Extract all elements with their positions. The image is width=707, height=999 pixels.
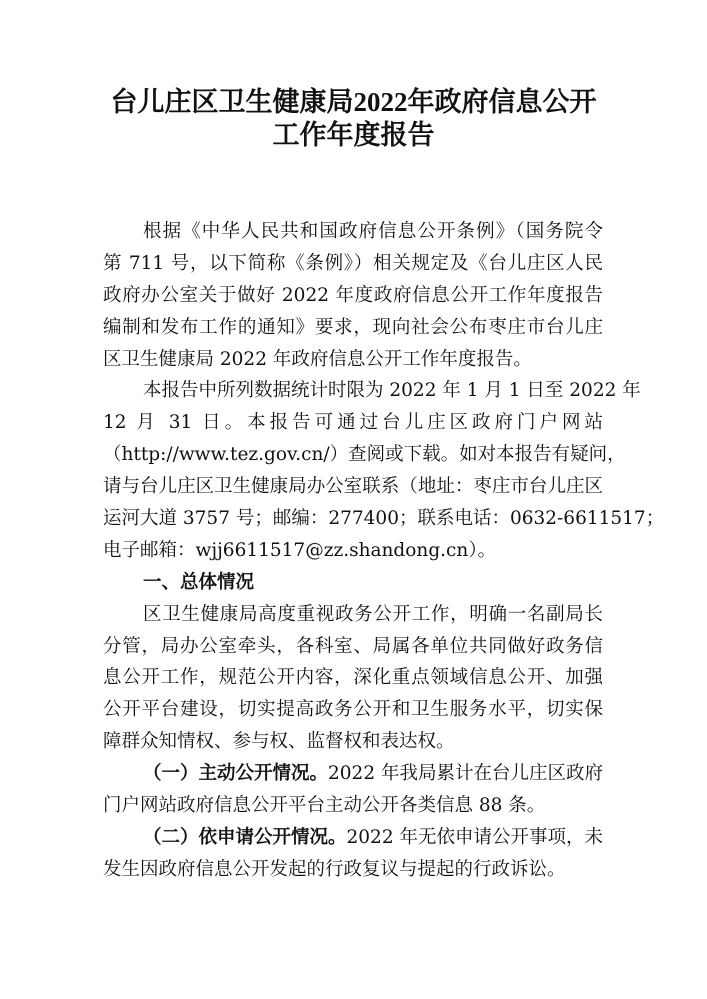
text-line: 本报告中所列数据统计时限为 2022 年 1 月 1 日至 2022 年 bbox=[143, 380, 641, 402]
text-line: 12 月 31 日。本报告可通过台儿庄区政府门户网站 bbox=[103, 412, 603, 434]
text-line: 政府办公室关于做好 2022 年度政府信息公开工作年度报告 bbox=[103, 284, 603, 306]
section-heading bbox=[103, 567, 603, 599]
text-line: 障群众知情权、参与权、监督权和表达权。 bbox=[103, 731, 455, 753]
text-line: 区卫生健康局 2022 年政府信息公开工作年度报告。 bbox=[103, 348, 532, 370]
text-line: 一、总体情况 bbox=[143, 571, 255, 593]
text-line bbox=[103, 758, 603, 790]
subsection-paragraph bbox=[103, 758, 603, 822]
text-line: 请与台儿庄区卫生健康局办公室联系（地址：枣庄市台儿庄区 bbox=[103, 476, 603, 498]
subsection-text: 2022 年我局累计在台儿庄区政府 bbox=[328, 763, 603, 785]
text-line: 门户网站政府信息公开平台主动公开各类信息 88 条。 bbox=[103, 795, 546, 817]
text-line: 公开平台建设，切实提高政务公开和卫生服务水平，切实保 bbox=[103, 699, 603, 721]
paragraph bbox=[103, 599, 603, 758]
text-line: 电子邮箱：wjj6611517@zz.shandong.cn）。 bbox=[103, 539, 497, 561]
text-line: （http://www.tez.gov.cn/）查阅或下载。如对本报告有疑问， bbox=[103, 444, 626, 466]
subsection-heading: （二）依申请公开情况。 bbox=[143, 826, 347, 848]
text-line: 分管，局办公室牵头，各科室、局属各单位共同做好政务信 bbox=[103, 635, 603, 657]
text-line: 编制和发布工作的通知》要求，现向社会公布枣庄市台儿庄 bbox=[103, 316, 603, 338]
subsection-text: 2022 年无依申请公开事项，未 bbox=[346, 826, 603, 848]
text-line: 第 711 号，以下简称《条例》）相关规定及《台儿庄区人民 bbox=[103, 252, 603, 274]
text-line bbox=[103, 822, 603, 854]
text-line: 根据《中华人民共和国政府信息公开条例》（国务院令 bbox=[143, 221, 603, 242]
paragraph bbox=[103, 375, 665, 566]
title-line: 台儿庄区卫生健康局2022年政府信息公开 bbox=[110, 87, 597, 117]
paragraph bbox=[103, 216, 603, 375]
text-line: 运河大道 3757 号；邮编：277400；联系电话：0632-6611517； bbox=[103, 508, 665, 530]
text-line: 息公开工作，规范公开内容，深化重点领域信息公开、加强 bbox=[103, 667, 603, 689]
subsection-paragraph bbox=[103, 822, 603, 886]
text-line: 区卫生健康局高度重视政务公开工作，明确一名副局长 bbox=[143, 603, 603, 625]
subsection-heading: （一）主动公开情况。 bbox=[143, 763, 329, 785]
title-line: 工作年度报告 bbox=[272, 120, 435, 150]
document-body bbox=[103, 216, 665, 886]
document-title bbox=[60, 86, 647, 152]
text-line: 发生因政府信息公开发起的行政复议与提起的行政诉讼。 bbox=[103, 858, 566, 880]
